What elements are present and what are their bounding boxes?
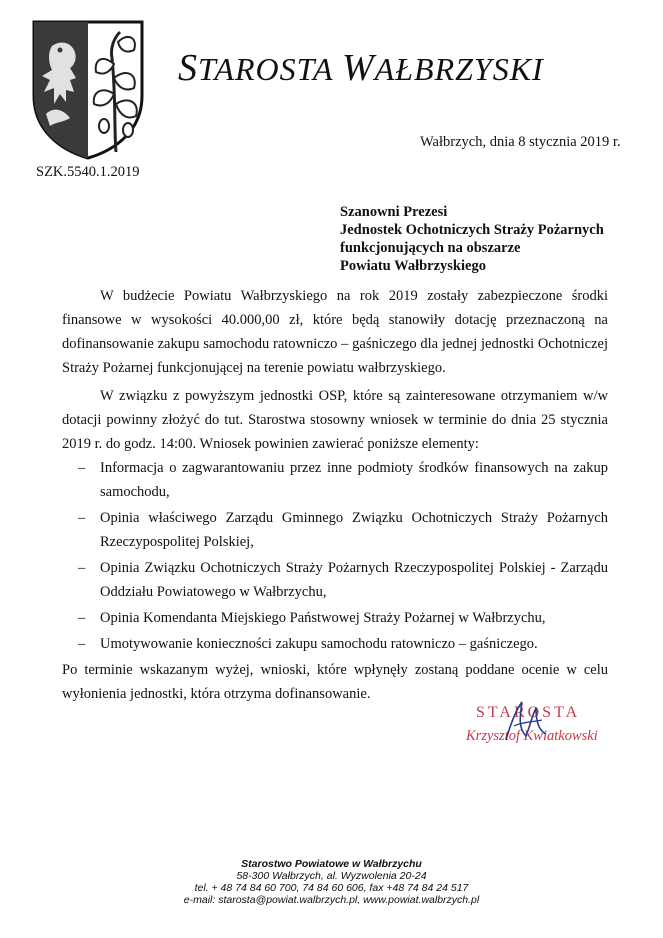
- signature-title: STAROSTA: [476, 704, 581, 721]
- footer-address: 58-300 Wałbrzych, al. Wyzwolenia 20-24: [236, 870, 427, 882]
- addressee-line: Jednostek Ochotniczych Straży Pożarnych: [340, 222, 604, 238]
- signature-name: Krzysztof Kwiatkowski: [466, 728, 598, 744]
- letterhead-title-text: STAROSTA WAŁBRZYSKI: [178, 47, 544, 89]
- handwritten-signature-icon: [496, 696, 556, 746]
- dateline: Wałbrzych, dnia 8 stycznia 2019 r.: [420, 134, 621, 150]
- closing-paragraph: Po terminie wskazanym wyżej, wnioski, które wpłynęły zostaną poddane ocenie w celu wyłonienia jednostki, która otrzyma dofinansowanie.: [62, 662, 608, 702]
- requirement-item: – Opinia Związku Ochotniczych Straży Pożarnych Rzeczypospolitej Polskiej - Zarządu Oddziału Powiatowego w Wałbrzychu,: [62, 556, 608, 604]
- addressee-line: Szanowni Prezesi: [340, 204, 448, 220]
- footer-organization: Starostwo Powiatowe w Wałbrzychu: [241, 858, 422, 870]
- requirement-item: – Umotywowanie konieczności zakupu samochodu ratowniczo – gaśniczego.: [62, 632, 608, 656]
- letter-footer: [0, 858, 663, 906]
- letter-body: [62, 284, 608, 706]
- requirement-item: – Opinia właściwego Zarządu Gminnego Związku Ochotniczych Straży Pożarnych Rzeczypospolitej Polskiej,: [62, 506, 608, 554]
- requirement-item: – Opinia Komendanta Miejskiego Państwowej Straży Pożarnej w Wałbrzychu,: [62, 606, 608, 630]
- addressee-line: Powiatu Wałbrzyskiego: [340, 258, 486, 274]
- requirement-item: – Informacja o zagwarantowaniu przez inne podmioty środków finansowych na zakup samochodu,: [62, 456, 608, 504]
- reference-number: SZK.5540.1.2019: [36, 164, 140, 180]
- addressee-block: [340, 203, 604, 275]
- footer-contact: e-mail: starosta@powiat.walbrzych.pl, www.powiat.walbrzych.pl: [183, 894, 480, 906]
- signature-stamp: [466, 704, 598, 744]
- body-paragraph: W budżecie Powiatu Wałbrzyskiego na rok 2019 zostały zabezpieczone środki finansowe w wysokości 40.000,00 zł, które będą stanowiły dotację przeznaczoną na dofinansowanie zakupu samochodu ratowniczo – gaśniczego dla jednej jednostki Ochotniczej Straży Pożarnej funkcjonującej na terenie powiatu wałbrzyskiego.: [62, 288, 608, 376]
- requirements-list: [62, 456, 608, 656]
- body-paragraph: W związku z powyższym jednostki OSP, które są zainteresowane otrzymaniem w/w dotacji powinny złożyć do tut. Starostwa stosowny wniosek w terminie do dnia 25 stycznia 2019 r. do godz. 14:00. Wniosek powinien zawierać poniższe elementy:: [62, 388, 608, 452]
- walbrzych-county-coat-of-arms-icon: [30, 18, 146, 160]
- addressee-line: funkcjonujących na obszarze: [340, 240, 521, 256]
- letterhead-title: [178, 46, 544, 90]
- footer-phones: tel. + 48 74 84 60 700, 74 84 60 606, fax +48 74 84 24 517: [194, 882, 469, 894]
